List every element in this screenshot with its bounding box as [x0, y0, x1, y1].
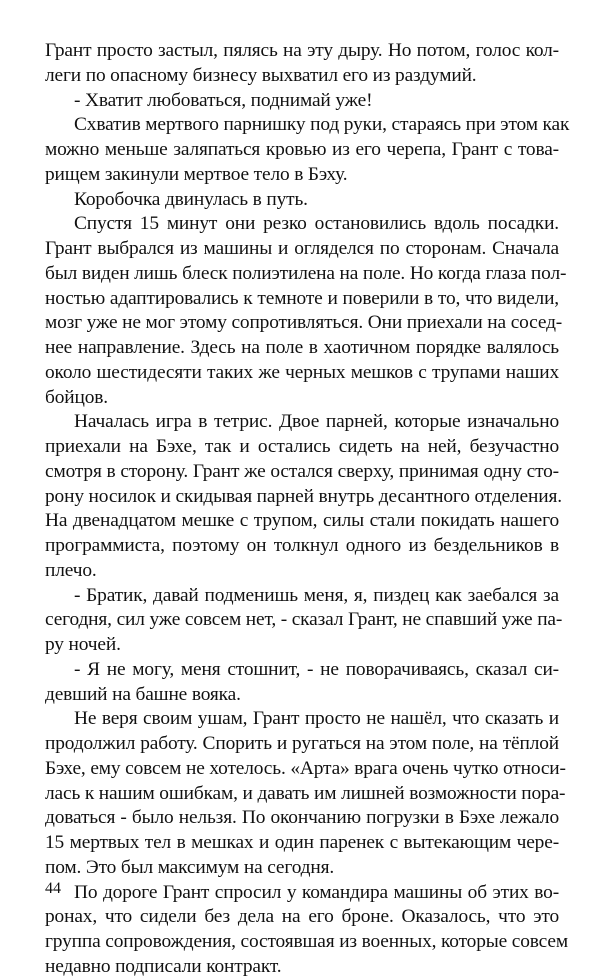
text-line: был виден лишь блеск полиэтилена на поле. Но когда глаза пол-: [45, 262, 567, 284]
text-line: мозг уже не мог этому сопротивляться. Они приехали на сосед-: [45, 312, 563, 334]
text-line: - Я не могу, меня стошнит, - не поворачиваясь, сказал си-: [74, 658, 559, 680]
text-line: По дороге Грант спросил у командира машины об этих во-: [74, 881, 559, 903]
text-line: Спустя 15 минут они резко остановились вдоль посадки.: [74, 213, 559, 235]
text-line: сегодня, сил уже совсем нет, - сказал Грант, не спавший уже па-: [45, 609, 563, 631]
text-line: Грант просто застыл, пялясь на эту дыру. Но потом, голос кол-: [45, 40, 559, 61]
text-line: продолжил работу. Спорить и ругаться на этом поле, на тёплой: [45, 733, 559, 754]
text-line: группа сопровождения, состоявшая из военных, которые совсем: [45, 931, 568, 952]
text-line: Коробочка двинулась в путь.: [74, 188, 308, 210]
text-line: доваться - было нельзя. По окончанию погрузки в Бэхе лежало: [45, 807, 559, 829]
text-line: - Братик, давай подменишь меня, я, пиздец как заебался за: [74, 584, 559, 606]
text-line: Грант выбрался из машины и огляделся по сторонам. Сначала: [45, 238, 559, 259]
text-line: ронах, что сидели без дела на его броне. Оказалось, что это: [45, 906, 559, 928]
text-line: девший на башне вояка.: [45, 683, 241, 705]
text-line: программиста, поэтому он толкнул одного из бездельников в: [45, 535, 559, 556]
text-line: недавно подписали контракт.: [45, 955, 282, 977]
page-body: [45, 39, 570, 980]
text-line: Бэхе, ему совсем не хотелось. «Арта» врага очень чутко относи-: [45, 757, 566, 779]
text-line: приехали на Бэхе, так и остались сидеть на ней, безучастно: [45, 436, 559, 457]
text-line: рищем закинули мертвое тело в Бэху.: [45, 163, 348, 185]
text-line: рону носилок и скидывая парней внутрь десантного отделения.: [45, 485, 562, 507]
text-line: можно меньше заляпаться кровью из его черепа, Грант с това-: [45, 139, 559, 160]
text-line: пом. Это был максимум на сегодня.: [45, 856, 335, 878]
text-line: леги по опасному бизнесу выхватил его из раздумий.: [45, 64, 477, 86]
text-line: Не веря своим ушам, Грант просто не нашёл, что сказать и: [74, 708, 559, 730]
text-line: около шестидесяти таких же черных мешков с трупами наших: [45, 361, 559, 383]
text-line: Схватив мертвого парнишку под руки, стараясь при этом как: [74, 114, 570, 136]
page-number: 44: [45, 880, 61, 897]
text-line: плечо.: [45, 559, 97, 581]
text-line: На двенадцатом мешке с трупом, силы стали покидать нашего: [45, 510, 559, 532]
text-line: Началась игра в тетрис. Двое парней, которые изначально: [74, 411, 559, 433]
text-line: лась к нашим ошибкам, и давать им лишней возможности пора-: [45, 782, 566, 804]
text-line: ностью адаптировались к темноте и поверили в то, что видели,: [45, 287, 559, 309]
text-line: 15 мертвых тел в мешках и один паренек с вытекающим чере-: [45, 832, 559, 853]
text-line: бойцов.: [45, 386, 108, 408]
text-line: смотря в сторону. Грант же остался сверху, принимая одну сто-: [45, 460, 559, 482]
text-line: ру ночей.: [45, 634, 121, 655]
text-line: - Хватит любоваться, поднимай уже!: [74, 89, 373, 111]
text-line: нее направление. Здесь на поле в хаотичном порядке валялось: [45, 337, 559, 358]
